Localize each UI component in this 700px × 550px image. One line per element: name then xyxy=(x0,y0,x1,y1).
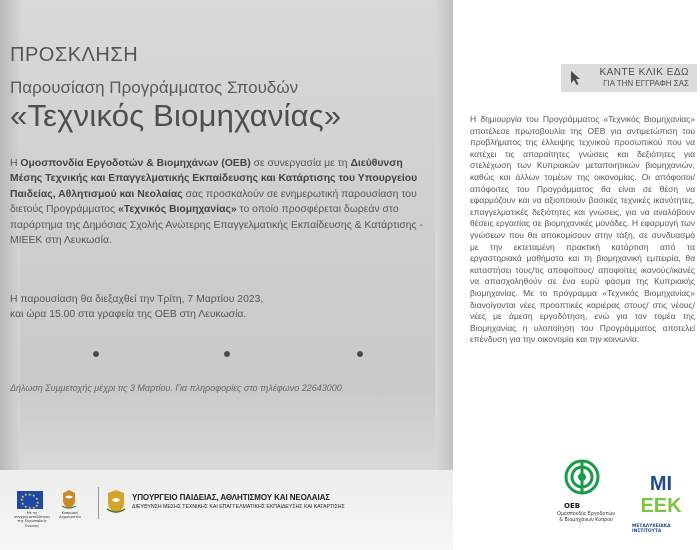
mieek-logo-text-top: ΜΙ xyxy=(649,473,673,495)
mieek-subtitle: ΜΕΤΑΛΥΚΕΙΑΚΑ ΙΝΣΤΙΤΟΥΤΑ xyxy=(632,524,671,534)
ministry-department: ΔΙΕΥΘΥΝΣΗ ΜΕΣΗΣ ΤΕΧΝΙΚΗΣ ΚΑΙ ΕΠΑΓΓΕΛΜΑΤΙΚΗΣ ΕΚΠΑΙΔΕΥΣΗΣ ΚΑΙ ΚΑΤΑΡΤΙΣΗΣ xyxy=(132,504,345,510)
wall-tie-hole xyxy=(357,351,363,357)
program-description: Η δημιουργία του Προγράμματος «Τεχνικός Βιομηχανίας» αποτέλεσε πρωτοβουλία της ΟΕΒ για αντιμετώπιση του προβλήματος της έλλειψης τεχνικού προσωπικού που να κατέχει τις απαραίτητες γνώσεις και δεξιότητες για στελέχωση των Κυπριακών μεταποιητικών βιομηχανιών, καθώς και άλλων τομέων της οικονομίας. Οι απόφοιτοι/απόφοιτες του Προγράμματος θα είναι σε θέση να εφαρμόζουν και να αξιοποιούν βασικές τεχνικές ικανότητες, επαγγελματικές δεξιότητες και γνώσεις, για να αναλάβουν θέσεις εργασίας σε βιομηχανικές μονάδες. Η εφαρμογή των γνώσεων που θα αποκομίσουν στην τάξη, σε συνδυασμό με την εκτεταμένη πρακτική κατάρτιση από τα εργαστηριακά μαθήματα και τη βιομηχανική εμπειρία, θα καταστήσει τους/τις αποφοίτους/ αποφοίτες ικανούς/ικανές να απασχοληθούν σε ένα ευρύ φάσμα της Κυπριακής βιομηχανίας. Με το πρόγραμμα «Τεχνικός Βιομηχανίας» διανοίγονται νέες προοπτικές καριέρας στους/ στις νέους/νέες με άμεση εργοδότηση, ενώ για τον τομέα της Βιομηχανίας η υλοποίηση του Προγράμματος αποτελεί επένδυση για την οικονομία και την κοινωνία. xyxy=(470,114,695,345)
program-name: «Τεχνικός Βιομηχανίας» xyxy=(10,98,342,133)
wall-tie-hole xyxy=(93,351,99,357)
footer-logos xyxy=(0,473,700,550)
invitation-title: ΠΡΟΣΚΛΗΣΗ xyxy=(10,44,139,66)
footer-divider xyxy=(98,487,99,519)
hero-wall-right xyxy=(435,0,453,480)
ministry-emblem-icon xyxy=(104,487,128,515)
pointer-cursor-icon xyxy=(569,70,583,86)
registration-deadline: Δήλωση Συμμετοχής μέχρι τις 3 Μαρτίου. Για πληροφορίες στο τηλέφωνο 22643000 xyxy=(10,383,342,393)
oeb-full-name: Ομοσπονδία Εργοδοτών & Βιομηχάνων Κύπρου xyxy=(557,512,615,523)
wall-tie-hole xyxy=(224,351,230,357)
invitation-subtitle: Παρουσίαση Προγράμματος Σπουδών xyxy=(10,78,299,97)
ministry-name: ΥΠΟΥΡΓΕΙΟ ΠΑΙΔΕΙΑΣ, ΑΘΛΗΤΙΣΜΟΥ ΚΑΙ ΝΕΟΛΑΙΑΣ xyxy=(132,493,330,502)
register-button[interactable] xyxy=(561,64,697,92)
presentation-datetime: Η παρουσίαση θα διεξαχθεί την Τρίτη, 7 Μαρτίου 2023, και ώρα 15.00 στα γραφεία της ΟΕΒ στη Λευκωσία. xyxy=(10,294,264,321)
mieek-logo-text-bottom: ΕΕΚ xyxy=(640,495,682,517)
eu-caption: Με τη συγχρηματοδότηση της Ευρωπαϊκής Ένωσης xyxy=(14,511,50,528)
mieek-logo xyxy=(636,462,686,522)
register-button-label: ΚΑΝΤΕ ΚΛΙΚ ΕΔΩ xyxy=(599,67,689,78)
register-button-sublabel: ΓΙΑ ΤΗΝ ΕΓΓΡΑΦΗ ΣΑΣ xyxy=(603,79,689,88)
cyprus-caption: Κυπριακή Δημοκρατία xyxy=(59,511,81,519)
cyprus-emblem-icon xyxy=(60,488,78,510)
oeb-name: ΟΕΒ xyxy=(564,502,581,510)
invitation-intro: Η Ομοσπονδία Εργοδοτών & Βιομηχάνων (ΟΕΒ) σε συνεργασία με τη Διεύθυνση Μέσης Τεχνικής και Επαγγελματικής Εκπαίδευσης και Κατάρτισης του Υπουργείου Παιδείας, Αθλητισμού και Νεολαίας σας προσκαλούν σε ενημερωτική παρουσίαση του διετούς Προγράμματος «Τεχνικός Βιομηχανίας» το οποίο προσφέρεται δωρεάν στο παράρτημα της Δημόσιας Σχολής Ανώτερης Επαγγελματικής Εκπαίδευσης & Κατάρτισης - ΜΙΕΕΚ στη Λευκωσία. xyxy=(10,158,423,247)
oeb-logo-icon xyxy=(562,458,602,496)
eu-flag-icon: ★ ★ ★ ★ ★ ★ ★ ★ ★ ★ ★ ★ xyxy=(17,491,43,509)
